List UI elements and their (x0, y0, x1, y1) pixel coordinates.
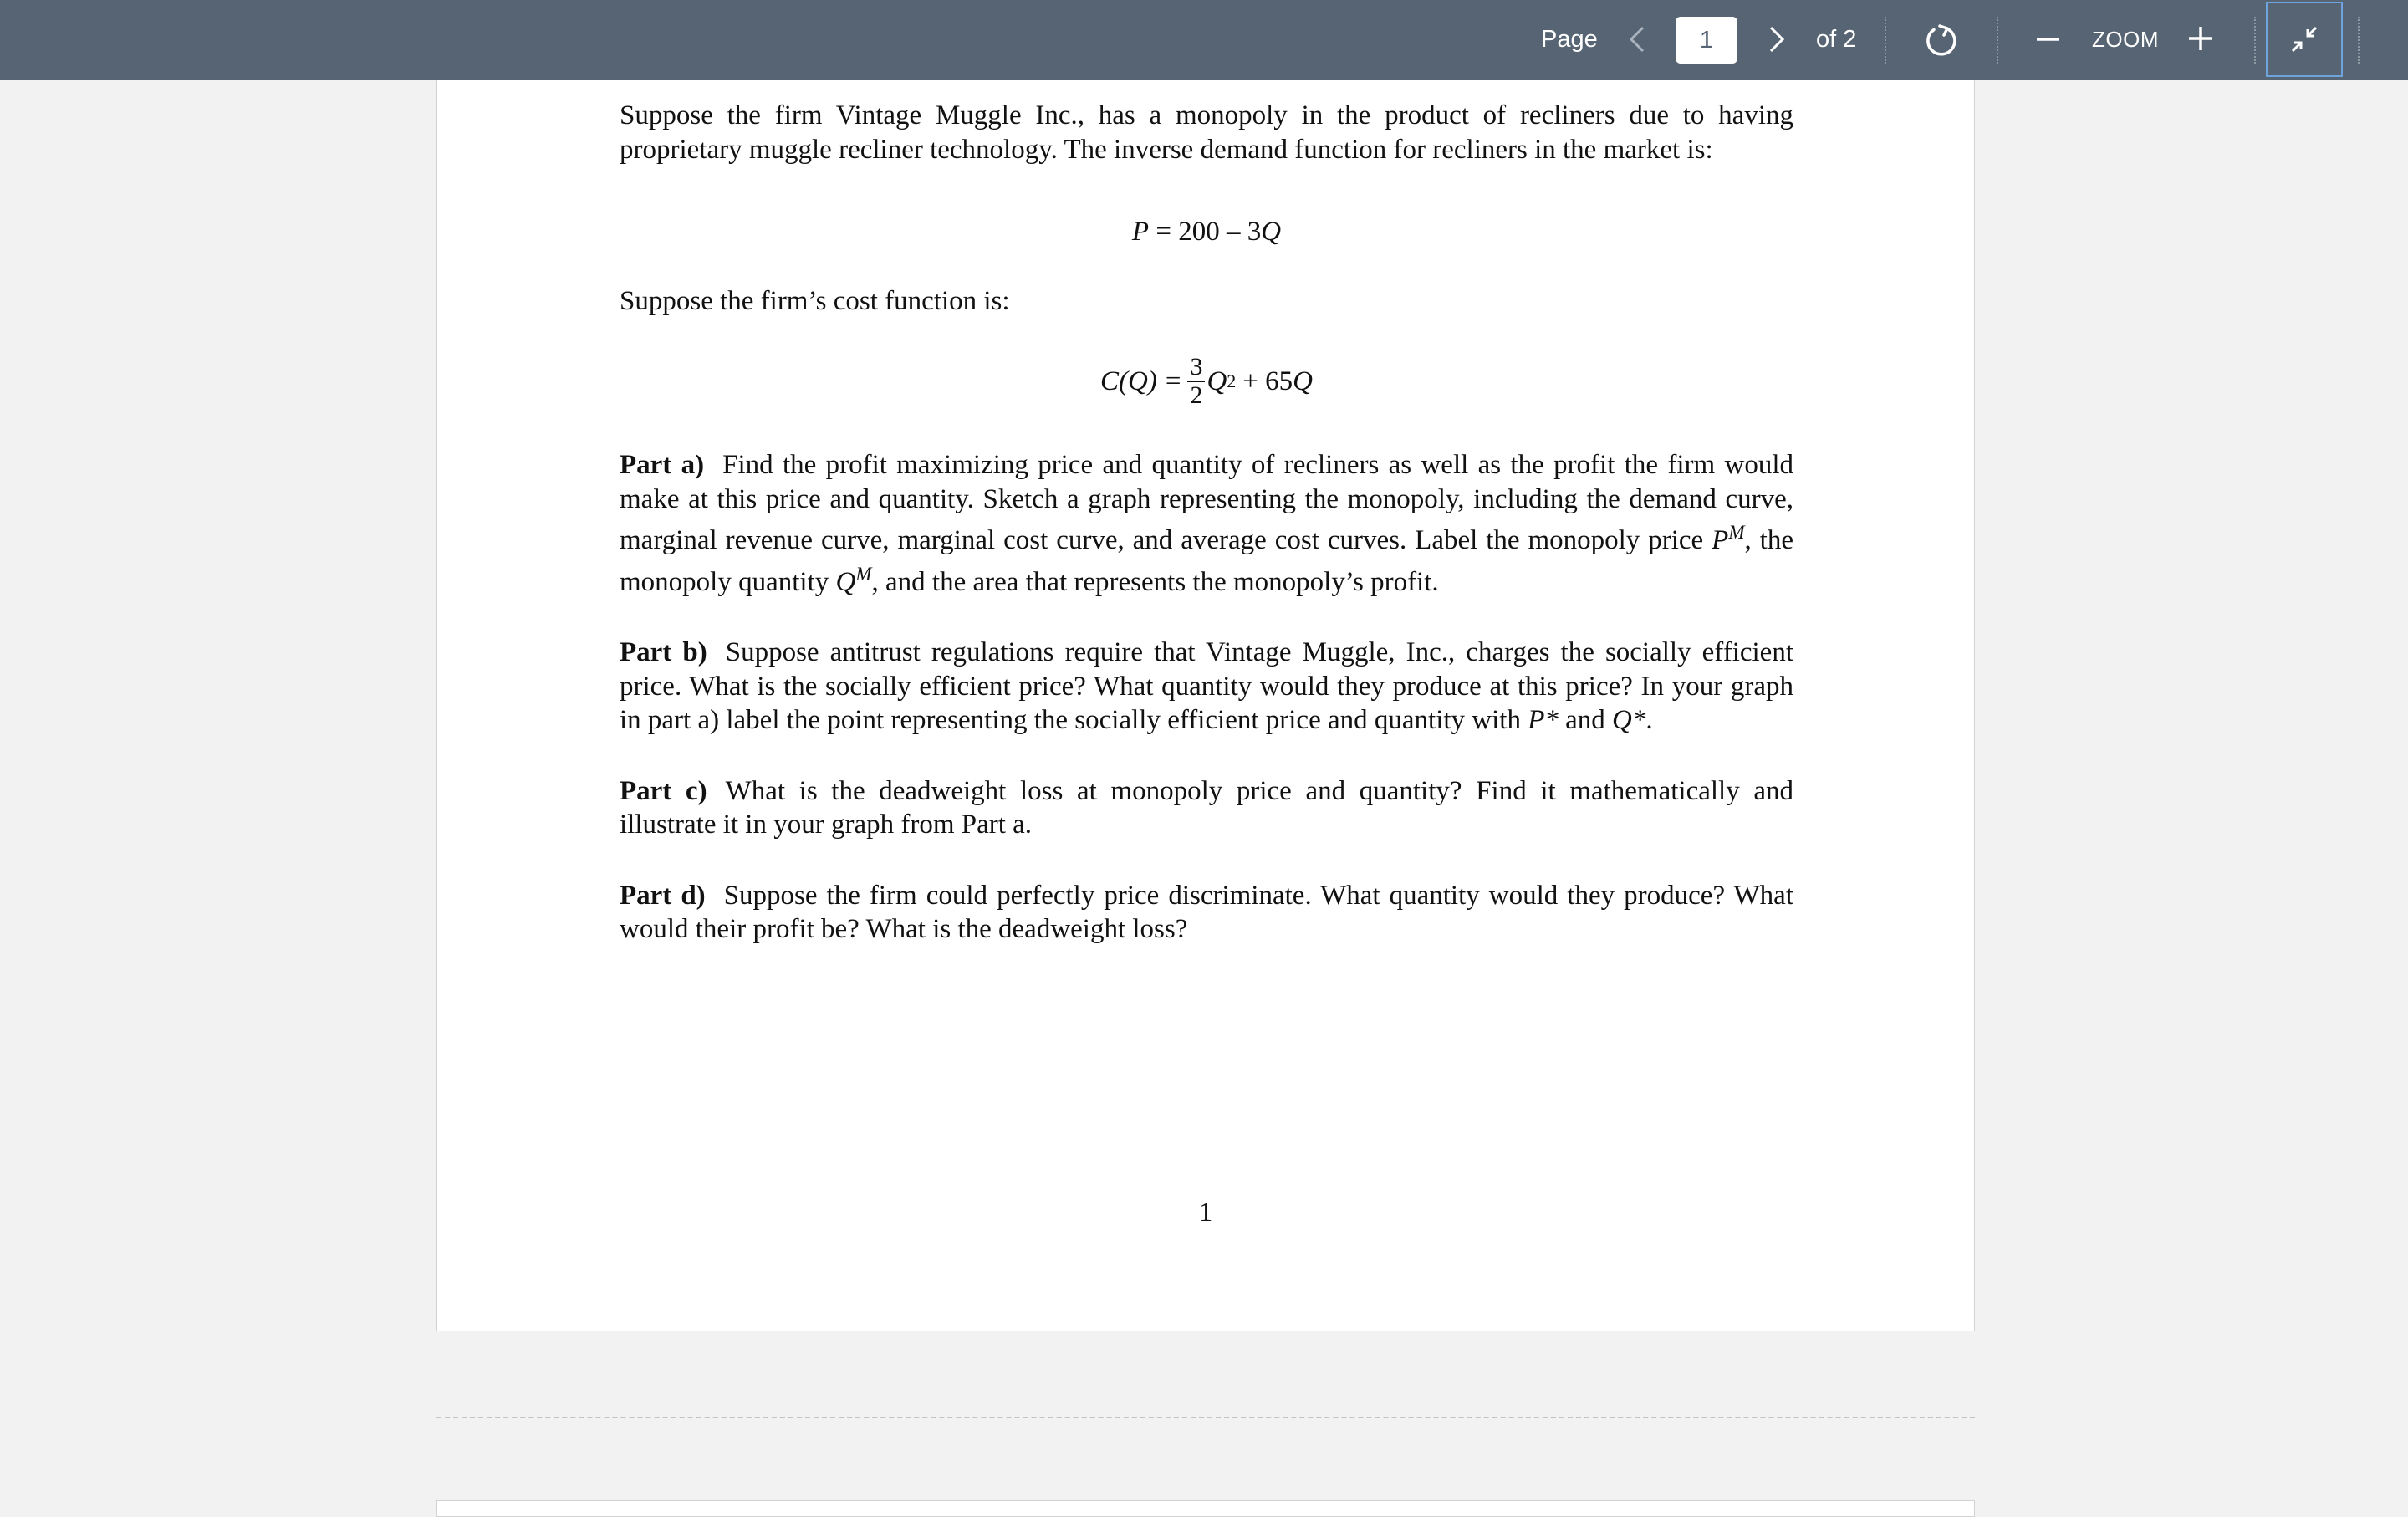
part-a-text: , and the area that represents the monopoly’s profit. (871, 566, 1439, 597)
part-c-title: Part c) (620, 775, 707, 806)
part-c-text: What is the deadweight loss at monopoly price and quantity? Find it mathematically and illustrate it in your graph from Part a. (620, 775, 1793, 840)
intro-paragraph: Suppose the firm Vintage Muggle Inc., has a monopoly in the product of recliners due to having proprietary muggle recliner technology. The inverse demand function for recliners in the market is: (620, 100, 1793, 165)
minus-icon (2035, 27, 2060, 52)
rotate-button[interactable] (1921, 20, 1962, 60)
zoom-label: ZOOM (2092, 27, 2159, 52)
part-a-text: Find the profit maximizing price and quantity of recliners as well as the profit the firm would make at this price and quantity. Sketch a graph representing the monopoly, including the demand curve, marginal revenue curve, marginal cost curve, and average cost curves. Label the monopoly price (620, 450, 1793, 555)
fraction (1187, 354, 1205, 409)
page-content (620, 99, 1793, 947)
eq-exponent: 2 (1227, 370, 1237, 391)
efficient-price-symbol: P* (1528, 705, 1559, 735)
part-b-text: Suppose antitrust regulations require that Vintage Muggle, Inc., charges the socially efficient price. What is the socially efficient price? What quantity would they produce at this price? In your graph in part a) label the point representing the socially efficient price and quantity with (620, 637, 1793, 735)
eq-term: 3 (1247, 217, 1262, 247)
monopoly-quantity-symbol: Q (835, 566, 856, 597)
eq-term: 200 – (1178, 217, 1241, 247)
eq-symbol: P (1131, 217, 1150, 247)
eq-term: + 65 (1242, 365, 1293, 396)
chevron-left-icon (1628, 25, 1646, 54)
part-a-paragraph (620, 448, 1793, 599)
eq-symbol: = (1165, 365, 1181, 396)
efficient-quantity-symbol: Q* (1612, 705, 1646, 735)
page-number: 1 (1198, 1198, 1213, 1228)
part-b-text: . (1645, 705, 1653, 735)
part-a-text: , the monopoly quantity (620, 525, 1793, 597)
zoom-out-button[interactable] (2030, 22, 2065, 57)
next-page-button[interactable] (1762, 22, 1792, 57)
eq-symbol: Q (1207, 365, 1227, 396)
chevron-right-icon (1768, 25, 1786, 54)
part-a-title: Part a) (620, 450, 705, 480)
monopoly-price-symbol: P (1712, 525, 1729, 555)
eq-symbol: C(Q) (1099, 365, 1157, 396)
page-label: Page (1541, 26, 1598, 53)
part-c-paragraph (620, 774, 1793, 842)
part-b-paragraph (620, 636, 1793, 738)
eq-symbol: = (1156, 217, 1171, 247)
zoom-in-button[interactable] (2182, 20, 2219, 57)
toolbar-divider (2254, 17, 2256, 64)
fraction-denominator: 2 (1190, 381, 1203, 409)
toolbar-divider (1885, 17, 1886, 64)
part-b-text: and (1565, 705, 1605, 735)
toolbar-divider (1997, 17, 1998, 64)
rotate-icon (1924, 23, 1959, 58)
exit-fullscreen-button[interactable] (2266, 2, 2343, 77)
toolbar-divider (2358, 17, 2360, 64)
cost-equation (620, 346, 1793, 416)
superscript: M (855, 563, 872, 585)
page-number-input[interactable] (1676, 17, 1737, 64)
superscript: M (1728, 522, 1745, 543)
eq-symbol: Q (1293, 365, 1313, 396)
part-d-text: Suppose the firm could perfectly price discriminate. What quantity would they produce? What would their profit be? What is the deadweight loss? (620, 880, 1793, 944)
demand-equation (620, 215, 1793, 249)
document-page (436, 80, 1975, 1331)
next-document-page (436, 1500, 1975, 1517)
fraction-numerator: 3 (1187, 354, 1205, 382)
part-d-title: Part d) (620, 880, 706, 911)
eq-symbol: Q (1261, 217, 1282, 247)
part-d-paragraph (620, 879, 1793, 947)
plus-icon (2187, 25, 2214, 52)
collapse-icon (2288, 23, 2321, 56)
page-separator (436, 1417, 1975, 1418)
cost-intro-paragraph: Suppose the firm’s cost function is: (620, 285, 1010, 316)
page-count-label: of 2 (1816, 26, 1857, 53)
pdf-toolbar (0, 0, 2408, 80)
previous-page-button[interactable] (1622, 22, 1652, 57)
part-b-title: Part b) (620, 637, 707, 667)
